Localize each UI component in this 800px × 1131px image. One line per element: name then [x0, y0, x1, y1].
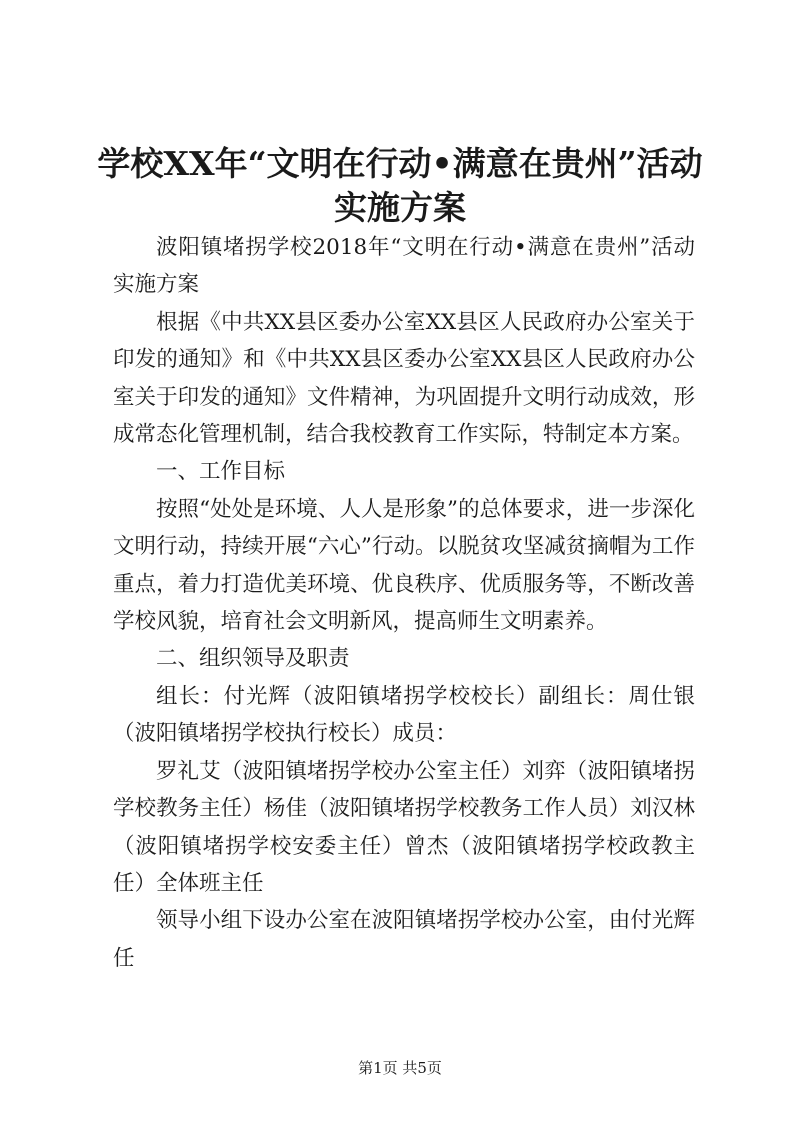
- paragraph-leaders: 组长：付光辉（波阳镇堵拐学校校长）副组长：周仕银（波阳镇堵拐学校执行校长）成员：: [113, 683, 695, 747]
- document-title-line-2: 实施方案: [334, 188, 466, 227]
- paragraph-goals: 按照“处处是环境、人人是形象”的总体要求，进一步深化文明行动，持续开展“六心”行动。以脱贫攻坚减贫摘帽为工作重点，着力打造优美环境、优良秩序、优质服务等，不断改善学校风貌，培育社会文明新风，提高师生文明素养。: [113, 496, 695, 635]
- document-title-line-1: 学校XX年“文明在行动•满意在贵州”活动: [97, 144, 703, 183]
- document-body: [113, 229, 695, 977]
- page-footer: 第1页 共5页: [358, 1059, 442, 1077]
- section-heading-organization: 二、组织领导及职责: [156, 646, 350, 672]
- paragraph-office: 领导小组下设办公室在波阳镇堵拐学校办公室，由付光辉任: [113, 908, 695, 971]
- paragraph-basis: 根据《中共XX县区委办公室XX县区人民政府办公室关于印发的通知》和《中共XX县区委办公室XX县区人民政府办公室关于印发的通知》文件精神，为巩固提升文明行动成效，形成常态化管理机制，结合我校教育工作实际，特制定本方案。: [113, 309, 695, 448]
- paragraph-heading-school: 波阳镇堵拐学校2018年“文明在行动•满意在贵州”活动实施方案: [113, 235, 695, 298]
- paragraph-members: 罗礼艾（波阳镇堵拐学校办公室主任）刘弈（波阳镇堵拐学校教务主任）杨佳（波阳镇堵拐学校教务工作人员）刘汉林（波阳镇堵拐学校安委主任）曾杰（波阳镇堵拐学校政教主任）全体班主任: [113, 758, 695, 896]
- section-heading-goals: 一、工作目标: [156, 459, 286, 485]
